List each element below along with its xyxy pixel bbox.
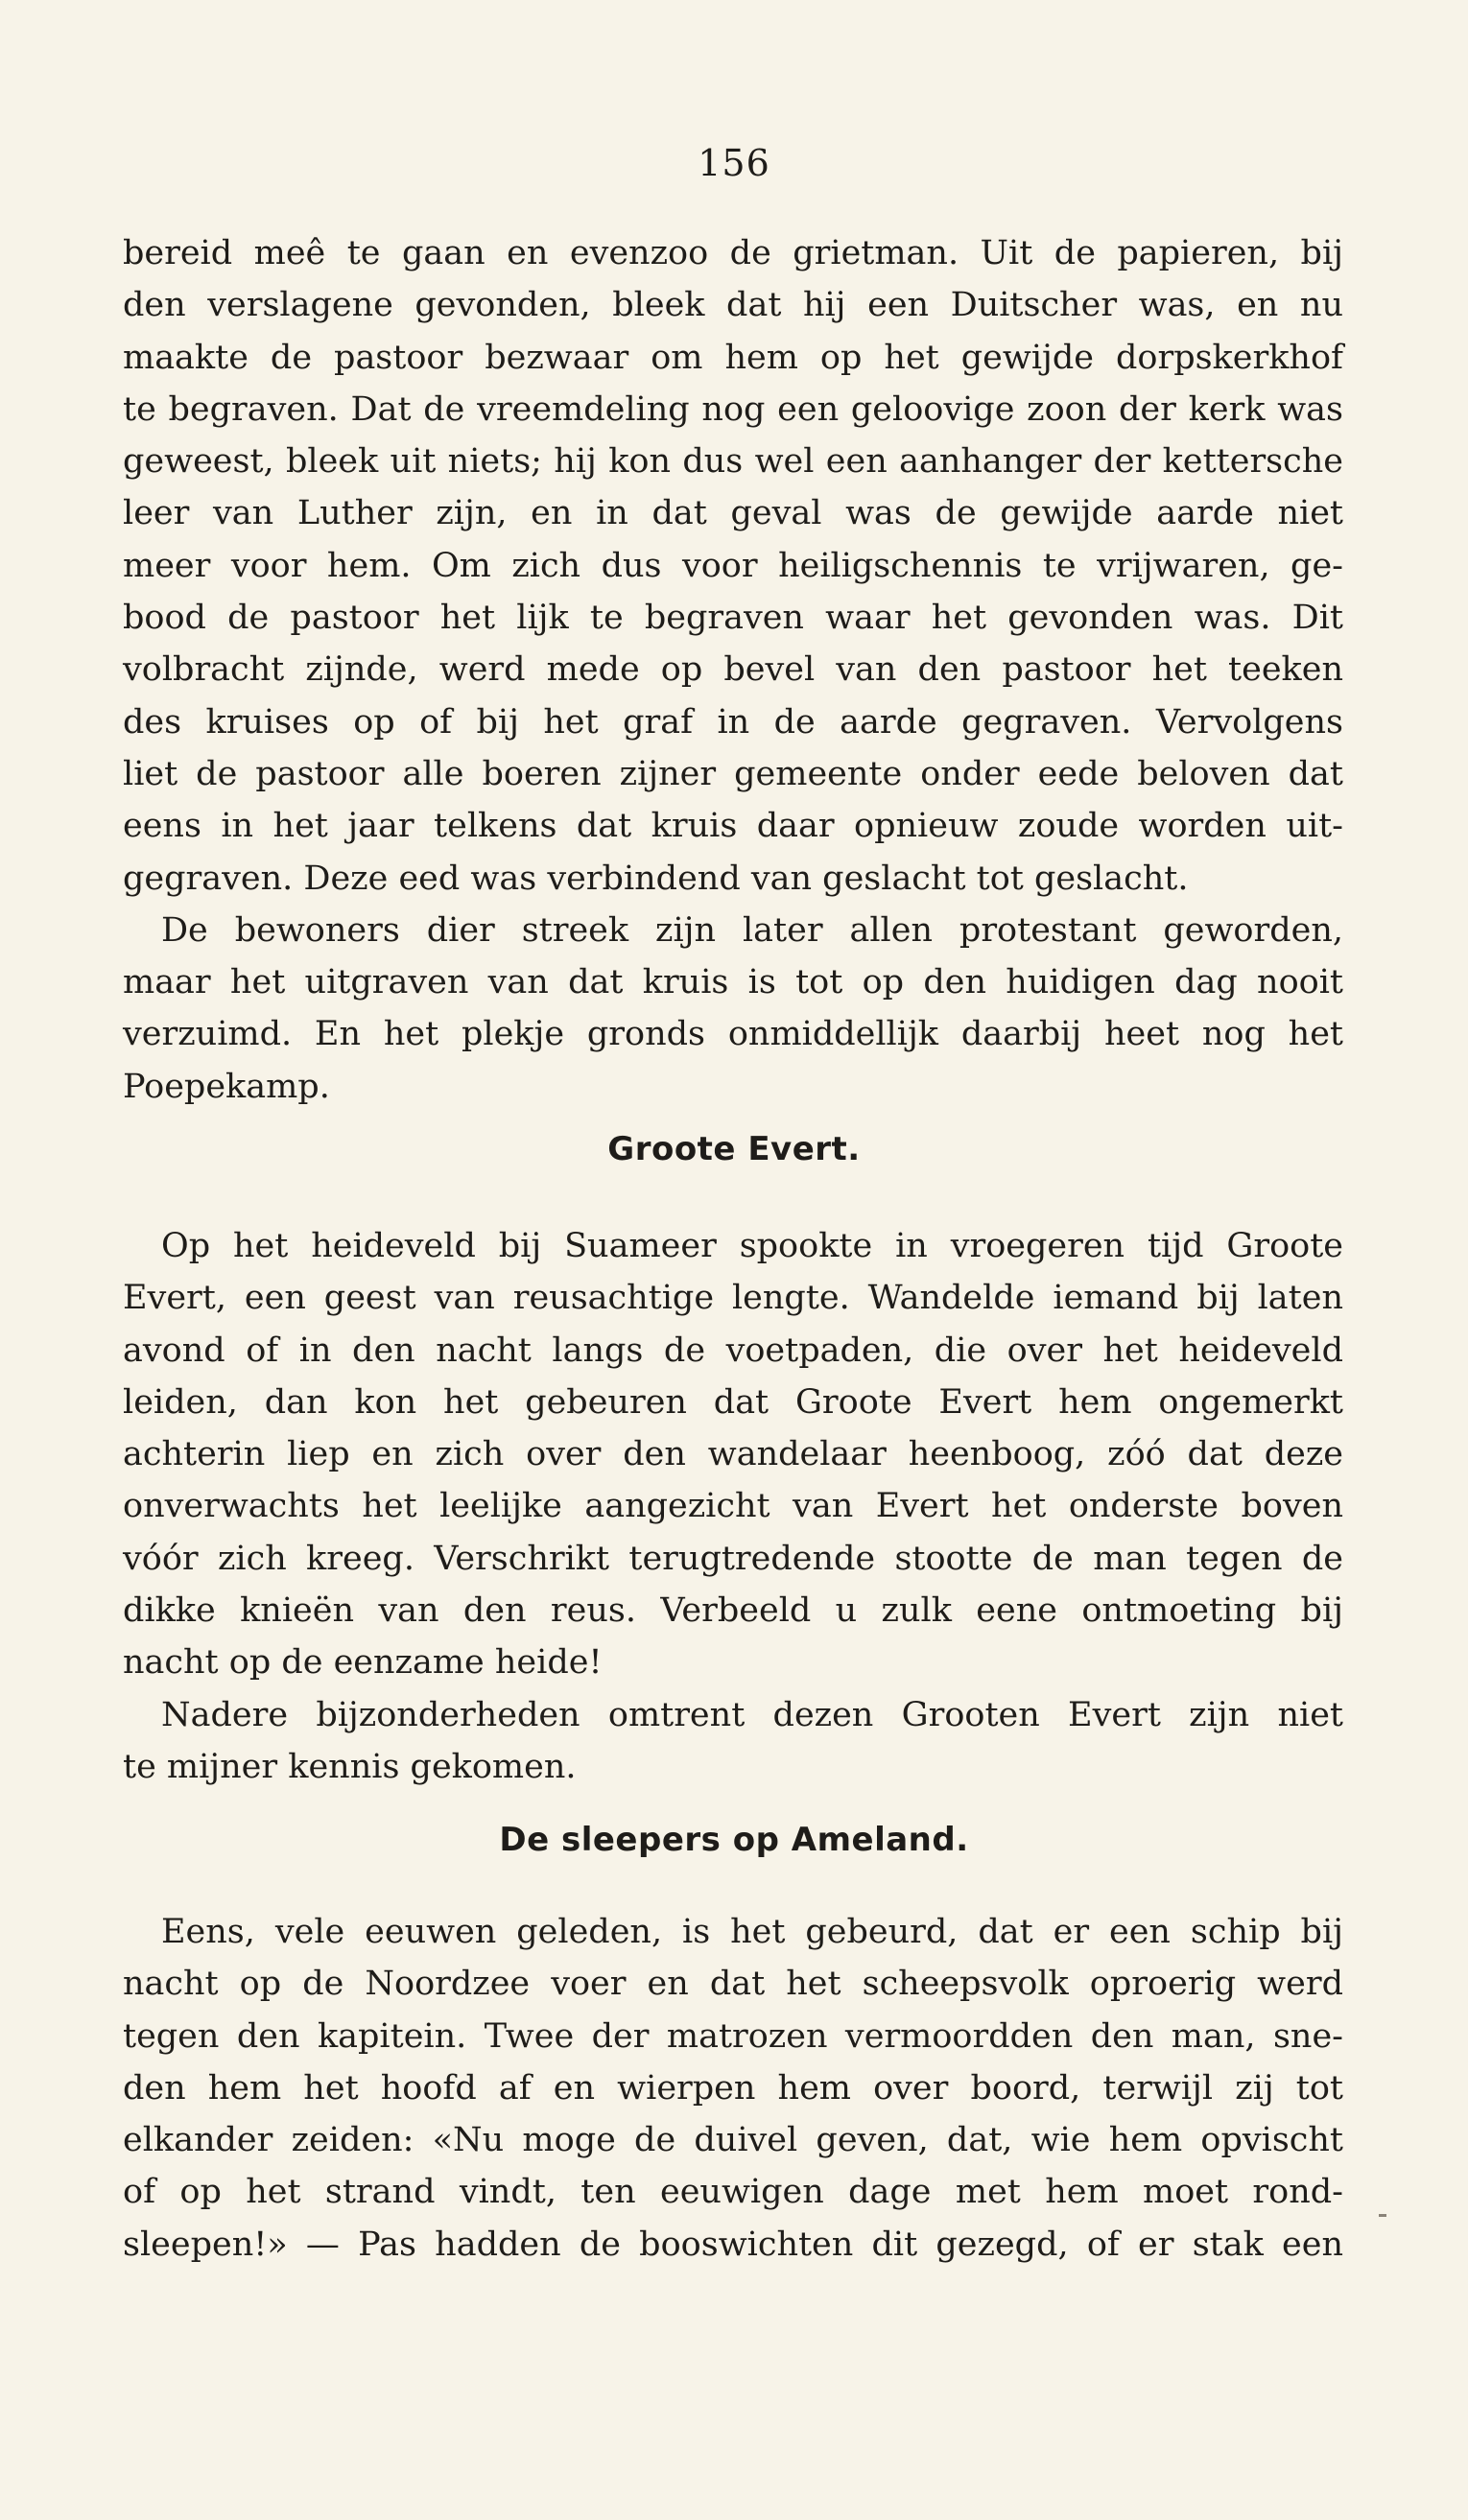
text-line: bereid meê te gaan en evenzoo de grietman. Uit de papieren, bij — [123, 234, 1343, 272]
text-line: elkander zeiden: «Nu moge de duivel geven, dat, wie hem opvischt — [123, 2121, 1343, 2160]
text-line: Op het heideveld bij Suameer spookte in vroegeren tijd Groote — [161, 1227, 1343, 1265]
text-line: sleepen!» — Pas hadden de booswichten dit gezegd, of er stak een — [123, 2225, 1343, 2264]
text-line: den hem het hoofd af en wierpen hem over boord, terwijl zij tot — [123, 2068, 1343, 2108]
text-line: nacht op de Noordzee voer en dat het scheepsvolk oproerig werd — [123, 1965, 1343, 2004]
text-line: meer voor hem. Om zich dus voor heiligschennis te vrijwaren, ge- — [123, 546, 1343, 585]
text-line: den verslagene gevonden, bleek dat hij een Duitscher was, en nu — [123, 286, 1343, 325]
section-3-body — [123, 1906, 1343, 2271]
text-line: verzuimd. En het plekje gronds onmiddellijk daarbij heet nog het — [123, 1015, 1343, 1054]
text-line: maar het uitgraven van dat kruis is tot op den huidigen dag nooit — [123, 963, 1343, 1002]
text-line: onverwachts het leelijke aangezicht van Evert het onderste boven — [123, 1487, 1343, 1526]
section-heading-groote-evert: Groote Evert. — [607, 1130, 861, 1168]
text-line: achterin liep en zich over den wandelaar heenboog, zóó dat deze — [123, 1435, 1343, 1474]
text-line: Nadere bijzonderheden omtrent dezen Grooten Evert zijn niet — [161, 1695, 1343, 1734]
text-line: gegraven. Deze eed was verbindend van geslacht tot geslacht. — [123, 859, 1189, 898]
text-line: leer van Luther zijn, en in dat geval was de gewijde aarde niet — [123, 494, 1343, 533]
text-line: liet de pastoor alle boeren zijner gemeente onder eede beloven dat — [123, 754, 1343, 793]
text-line: te begraven. Dat de vreemdeling nog een geloovige zoon der kerk was — [123, 389, 1343, 429]
text-line: des kruises op of bij het graf in de aarde gegraven. Vervolgens — [123, 702, 1343, 742]
text-line: Evert, een geest van reusachtige lengte. Wandelde iemand bij laten — [123, 1279, 1343, 1318]
text-line: nacht op de eenzame heide! — [123, 1643, 603, 1683]
text-line: of op het strand vindt, ten eeuwigen dage met hem moet rond- — [123, 2173, 1343, 2212]
text-line: Eens, vele eeuwen geleden, is het gebeurd, dat er een schip bij — [161, 1913, 1343, 1951]
text-line: Poepekamp. — [123, 1067, 330, 1106]
text-line: tegen den kapitein. Twee der matrozen vermoordden den man, sne- — [123, 2016, 1343, 2056]
text-line: geweest, bleek uit niets; hij kon dus wel een aanhanger der kettersche — [123, 442, 1343, 482]
text-line: avond of in den nacht langs de voetpaden, die over het heideveld — [123, 1331, 1343, 1370]
text-line: eens in het jaar telkens dat kruis daar opnieuw zoude worden uit- — [123, 807, 1343, 846]
text-line: bood de pastoor het lijk te begraven waar het gevonden was. Dit — [123, 599, 1343, 638]
text-line: De bewoners dier streek zijn later allen protestant geworden, — [161, 910, 1343, 950]
text-line: maakte de pastoor bezwaar om hem op het gewijde dorpskerkhof — [123, 338, 1343, 377]
text-line: te mijner kennis gekomen. — [123, 1747, 577, 1786]
text-line: volbracht zijnde, werd mede op bevel van den pastoor het teeken — [123, 650, 1343, 690]
section-heading-de-sleepers-op-ameland: De sleepers op Ameland. — [499, 1821, 969, 1859]
margin-mark — [1379, 2214, 1386, 2217]
section-2-body — [123, 1220, 1343, 1793]
section-1-body — [123, 227, 1343, 1113]
page-number: 156 — [698, 142, 770, 184]
text-line: dikke knieën van den reus. Verbeeld u zulk eene ontmoeting bij — [123, 1591, 1343, 1631]
text-line: leiden, dan kon het gebeuren dat Groote Evert hem ongemerkt — [123, 1382, 1343, 1422]
text-line: vóór zich kreeg. Verschrikt terugtredende stootte de man tegen de — [123, 1539, 1343, 1578]
